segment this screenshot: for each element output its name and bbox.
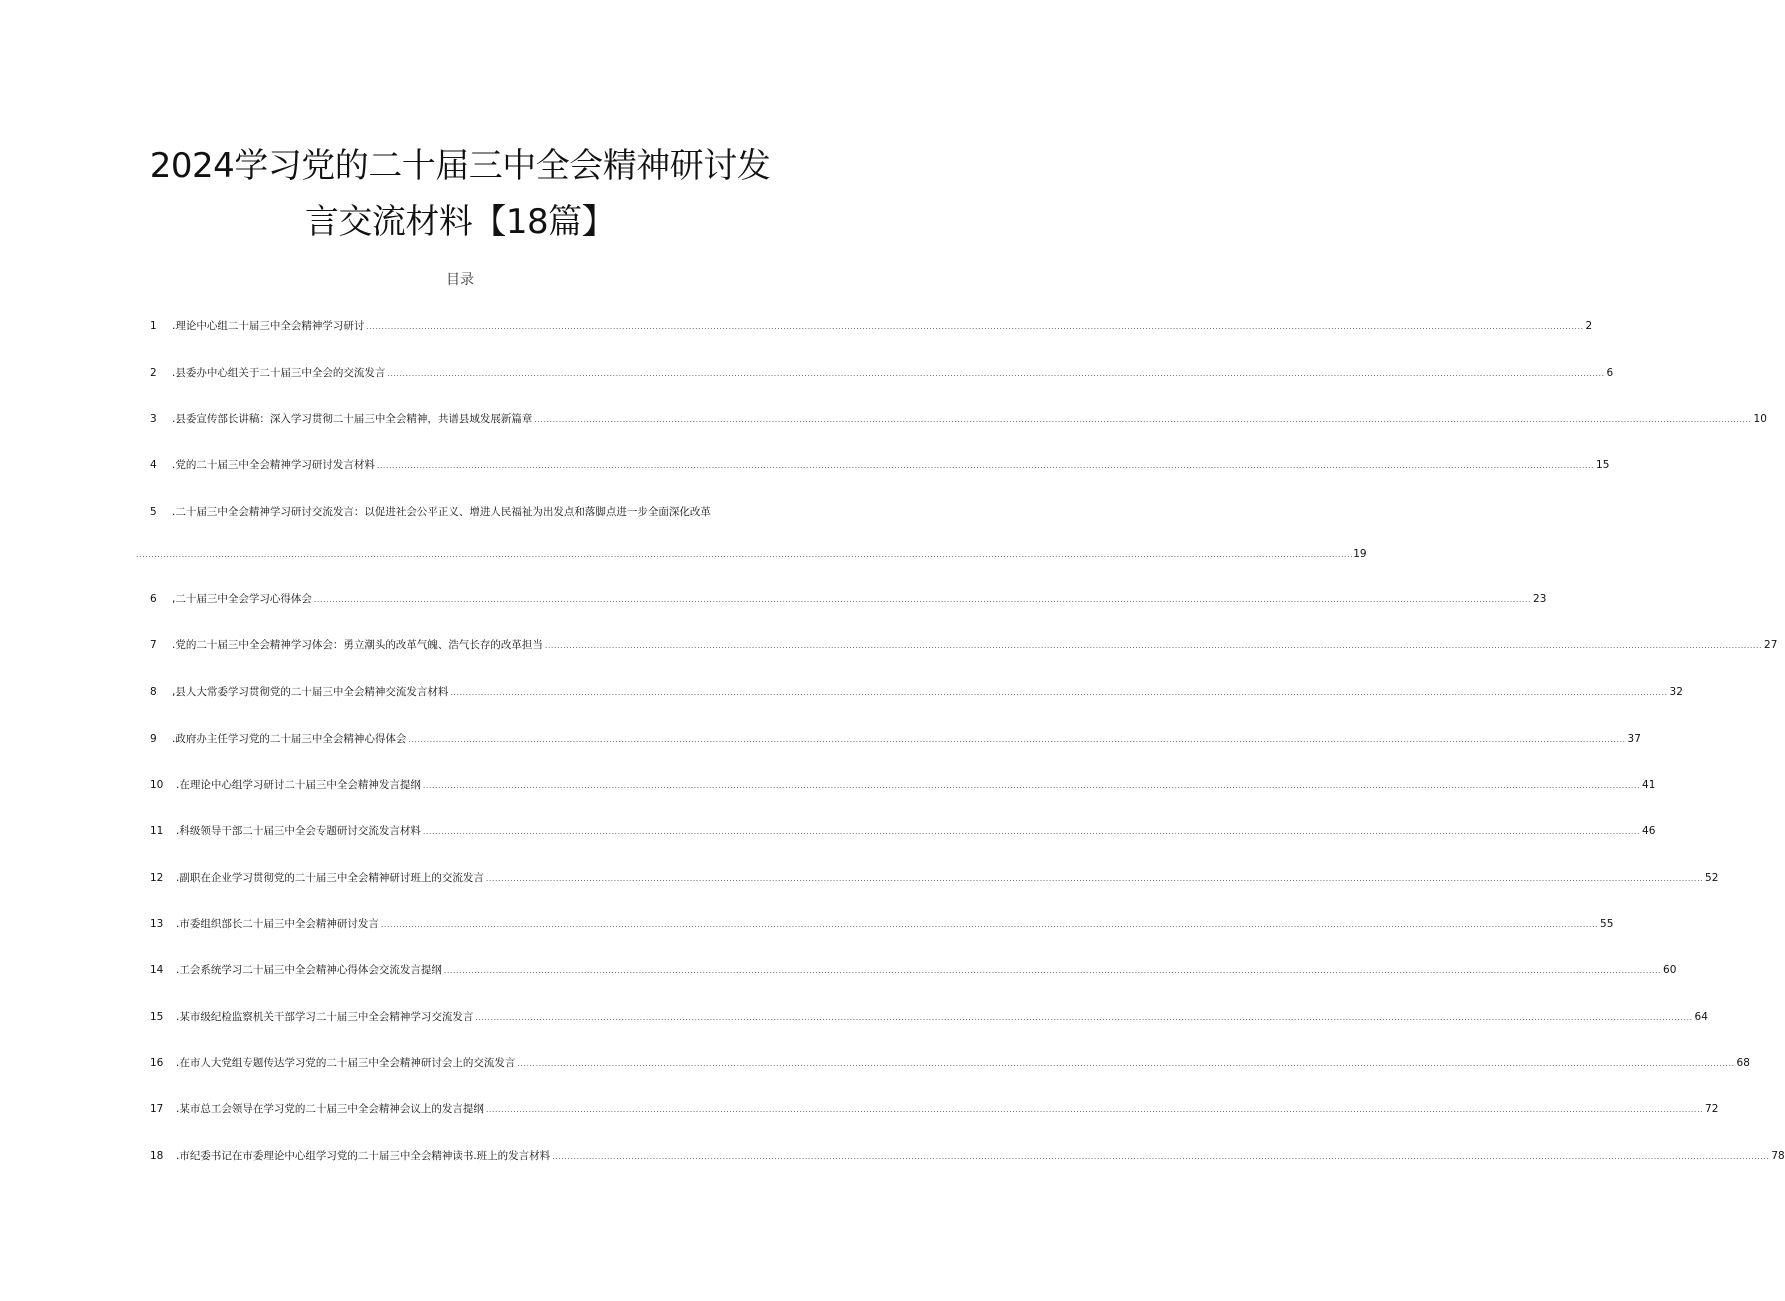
toc-item[interactable] [150,916,1614,932]
toc-item[interactable] [150,962,1677,978]
toc-item-page: 15 [1596,459,1610,471]
toc-item[interactable] [150,1009,1708,1025]
toc-item-number: 2 [150,367,157,379]
toc-item-title: .县委宣传部长讲稿：深入学习贯彻二十届三中全会精神，共谱县域发展新篇章 [172,413,533,425]
document-title-line-1: 2024学习党的二十届三中全会精神研讨发 [149,146,771,186]
toc-item-number: 13 [150,918,164,930]
toc-item[interactable] [150,457,1610,473]
toc-item[interactable] [150,777,1656,793]
toc-item-number: 11 [150,825,164,837]
toc-item[interactable] [150,823,1656,839]
dot-leader: ................................................................................................................................................................................................................................................................................................................................................................................................................ [534,415,1752,424]
toc-item-title: .政府办主任学习党的二十届三中全会精神心得体会 [172,733,407,745]
toc-item-number: 16 [150,1057,164,1069]
toc-item[interactable] [150,637,1778,653]
toc-item-title: .党的二十届三中全会精神学习体会：勇立潮头的改革气魄、浩气长存的改革担当 [172,639,543,651]
dot-leader: ................................................................................................................................................................................................................................................................................................................................................................................................................ [408,735,1626,744]
toc-item-page: 64 [1694,1011,1708,1023]
toc-item-number: 12 [150,872,164,884]
toc-item-number: 14 [150,964,164,976]
dot-leader: ................................................................................................................................................................................................................................................................................................................................................................................................................ [387,369,1605,378]
dot-leader: ................................................................................................................................................................................................................................................................................................................................................................................................................ [552,1152,1770,1161]
toc-item-number: 7 [150,639,157,651]
toc-item-page: 78 [1771,1150,1785,1162]
toc-item-title: .市纪委书记在市委理论中心组学习党的二十届三中全会精神读书.班上的发言材料 [176,1150,551,1162]
toc-item-number: 15 [150,1011,164,1023]
toc-item-title: .市委组织部长二十届三中全会精神研讨发言 [176,918,379,930]
toc-item-page: 27 [1764,639,1778,651]
toc-item-page: 46 [1642,825,1656,837]
toc-item-title: .工会系统学习二十届三中全会精神心得体会交流发言提纲 [176,964,442,976]
toc-item-number: 6 [150,593,157,605]
toc-item-number: 17 [150,1103,164,1115]
toc-item-page: 10 [1753,413,1767,425]
toc-item-title: .某市级纪检监察机关干部学习二十届三中全会精神学习交流发言 [176,1011,474,1023]
toc-item-title: .某市总工会领导在学习党的二十届三中全会精神会议上的发言提纲 [176,1103,484,1115]
toc-item[interactable] [150,591,1547,607]
toc-item[interactable] [150,365,1614,381]
toc-item-number: 8 [150,686,157,698]
dot-leader: ................................................................................................................................................................................................................................................................................................................................................................................................................ [422,781,1641,790]
dot-leader: ................................................................................................................................................................................................................................................................................................................................................................................................................ [313,595,1532,604]
toc-item-title: .在理论中心组学习研讨二十届三中全会精神发言提纲 [176,779,421,791]
toc-item-number: 1 [150,320,157,332]
dot-leader: ................................................................................................................................................................................................................................................................................................................................................................................................................ [380,920,1599,929]
dot-leader: ................................................................................................................................................................................................................................................................................................................................................................................................................ [485,874,1704,883]
toc-item-page: 6 [1606,367,1614,379]
toc-item-title: .县委办中心组关于二十届三中全会的交流发言 [172,367,386,379]
toc-item-number: 10 [150,779,164,791]
toc-item-page: 55 [1600,918,1614,930]
toc-item-number: 18 [150,1150,164,1162]
toc-item[interactable] [150,1148,1785,1164]
toc-item-page: 52 [1705,872,1719,884]
toc-item-title: ,二十届三中全会学习心得体会 [172,593,312,605]
toc-item-title: .科级领导干部二十届三中全会专题研讨交流发言材料 [176,825,421,837]
dot-leader: ................................................................................................................................................................................................................................................................................................................................................................................................................ [422,827,1641,836]
toc-item-number: 5 [150,506,157,518]
toc-item[interactable] [150,684,1683,700]
toc-item-page: 72 [1705,1103,1719,1115]
toc-item-title: ,县人大常委学习贯彻党的二十届三中全会精神交流发言材料 [172,686,449,698]
dot-leader: ................................................................................................................................................................................................................................................................................................................................................................................................................ [366,322,1584,331]
dot-leader: ................................................................................................................................................................................................................................................................................................................................................................................................................ [136,550,1354,559]
toc-item-page: 23 [1533,593,1547,605]
toc-item-page: 32 [1669,686,1683,698]
toc-item-title: .理论中心组二十届三中全会精神学习研讨 [172,320,365,332]
toc-item[interactable] [150,318,1593,334]
toc-item-page: 60 [1663,964,1677,976]
toc-item-leader-line [136,548,1367,564]
toc-item[interactable] [150,1055,1750,1071]
toc-item-title: .党的二十届三中全会精神学习研讨发言材料 [172,459,375,471]
toc-item[interactable] [150,504,765,520]
toc-item[interactable] [150,870,1719,886]
toc-item-page: 19 [1353,548,1367,560]
dot-leader: ................................................................................................................................................................................................................................................................................................................................................................................................................ [450,688,1668,697]
dot-leader: ................................................................................................................................................................................................................................................................................................................................................................................................................ [376,461,1595,470]
toc-item[interactable] [150,1101,1719,1117]
toc-heading: 目录 [446,272,474,288]
dot-leader: ................................................................................................................................................................................................................................................................................................................................................................................................................ [544,641,1763,650]
document-title-line-2: 言交流材料【18篇】 [304,202,616,242]
dot-leader: ................................................................................................................................................................................................................................................................................................................................................................................................................ [517,1059,1735,1068]
toc-item[interactable] [150,731,1641,747]
toc-item[interactable] [150,411,1767,427]
dot-leader: ................................................................................................................................................................................................................................................................................................................................................................................................................ [443,966,1662,975]
toc-item-title: .二十届三中全会精神学习研讨交流发言：以促进社会公平正义、增进人民福祉为出发点和落脚点进一步全面深化改革 [172,506,711,518]
dot-leader: ................................................................................................................................................................................................................................................................................................................................................................................................................ [485,1105,1704,1114]
toc-item-title: .在市人大党组专题传达学习党的二十届三中全会精神研讨会上的交流发言 [176,1057,516,1069]
toc-item-page: 68 [1736,1057,1750,1069]
toc-item-page: 41 [1642,779,1656,791]
toc-item-page: 2 [1585,320,1593,332]
toc-item-number: 4 [150,459,157,471]
toc-item-number: 9 [150,733,157,745]
dot-leader: ................................................................................................................................................................................................................................................................................................................................................................................................................ [475,1013,1693,1022]
toc-item-title: .副职在企业学习贯彻党的二十届三中全会精神研讨班上的交流发言 [176,872,484,884]
toc-item-number: 3 [150,413,157,425]
toc-item-page: 37 [1627,733,1641,745]
